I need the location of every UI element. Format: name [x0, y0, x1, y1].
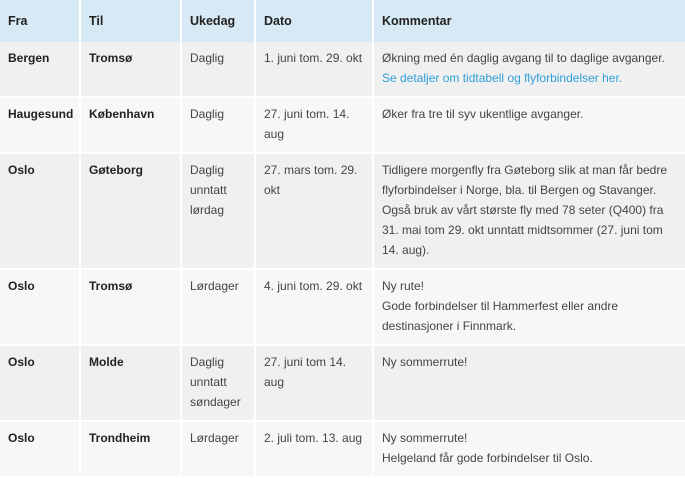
cell-til: Tromsø [81, 42, 182, 98]
table-row [0, 346, 685, 422]
cell-ukedag: Lørdager [182, 270, 256, 346]
cell-til: Tromsø [81, 270, 182, 346]
comment-line: Ny sommerrute! [382, 355, 468, 369]
comment-line: Økning med én daglig avgang til to daglige avganger. [382, 51, 665, 65]
table-body [0, 42, 685, 478]
cell-fra: Bergen [0, 42, 81, 98]
cell-til: Molde [81, 346, 182, 422]
cell-kommentar [374, 270, 685, 346]
cell-fra: Oslo [0, 154, 81, 270]
cell-dato: 27. juni tom. 14. aug [256, 98, 374, 154]
cell-fra: Oslo [0, 346, 81, 422]
cell-kommentar [374, 42, 685, 98]
header-ukedag: Ukedag [182, 0, 256, 42]
cell-dato: 2. juli tom. 13. aug [256, 422, 374, 478]
cell-ukedag: Lørdager [182, 422, 256, 478]
cell-ukedag: Daglig unntatt søndager [182, 346, 256, 422]
cell-dato: 27. mars tom. 29. okt [256, 154, 374, 270]
header-kommentar: Kommentar [374, 0, 685, 42]
header-row [0, 0, 685, 42]
schedule-details-link[interactable]: Se detaljer om tidtabell og flyforbindelser her. [382, 71, 623, 85]
cell-kommentar [374, 98, 685, 154]
header-til: Til [81, 0, 182, 42]
cell-ukedag: Daglig [182, 42, 256, 98]
cell-kommentar [374, 422, 685, 478]
cell-fra: Oslo [0, 422, 81, 478]
header-dato: Dato [256, 0, 374, 42]
comment-line: Ny rute! [382, 279, 425, 293]
cell-til: Trondheim [81, 422, 182, 478]
table-header [0, 0, 685, 42]
cell-dato: 27. juni tom 14. aug [256, 346, 374, 422]
comment-line: Tidligere morgenfly fra Gøteborg slik at man får bedre flyforbindelser i Norge, bla. til Bergen og Stavanger. Også bruk av vårt største fly med 78 seter (Q400) fra 31. mai tom 29. okt unntatt midtsommer (27. juni tom 14. aug). [382, 163, 668, 257]
cell-kommentar [374, 346, 685, 422]
cell-fra: Haugesund [0, 98, 81, 154]
table-row [0, 154, 685, 270]
table-row [0, 42, 685, 98]
comment-line: Ny sommerrute! [382, 431, 468, 445]
cell-ukedag: Daglig [182, 98, 256, 154]
cell-fra: Oslo [0, 270, 81, 346]
cell-dato: 4. juni tom. 29. okt [256, 270, 374, 346]
table-row [0, 422, 685, 478]
cell-kommentar [374, 154, 685, 270]
header-fra: Fra [0, 0, 81, 42]
cell-til: Gøteborg [81, 154, 182, 270]
cell-ukedag: Daglig unntatt lørdag [182, 154, 256, 270]
table-row [0, 270, 685, 346]
cell-til: København [81, 98, 182, 154]
comment-line: Øker fra tre til syv ukentlige avganger. [382, 107, 584, 121]
cell-dato: 1. juni tom. 29. okt [256, 42, 374, 98]
table-row [0, 98, 685, 154]
comment-line: Gode forbindelser til Hammerfest eller andre destinasjoner i Finnmark. [382, 299, 619, 333]
comment-line: Helgeland får gode forbindelser til Oslo. [382, 451, 593, 465]
